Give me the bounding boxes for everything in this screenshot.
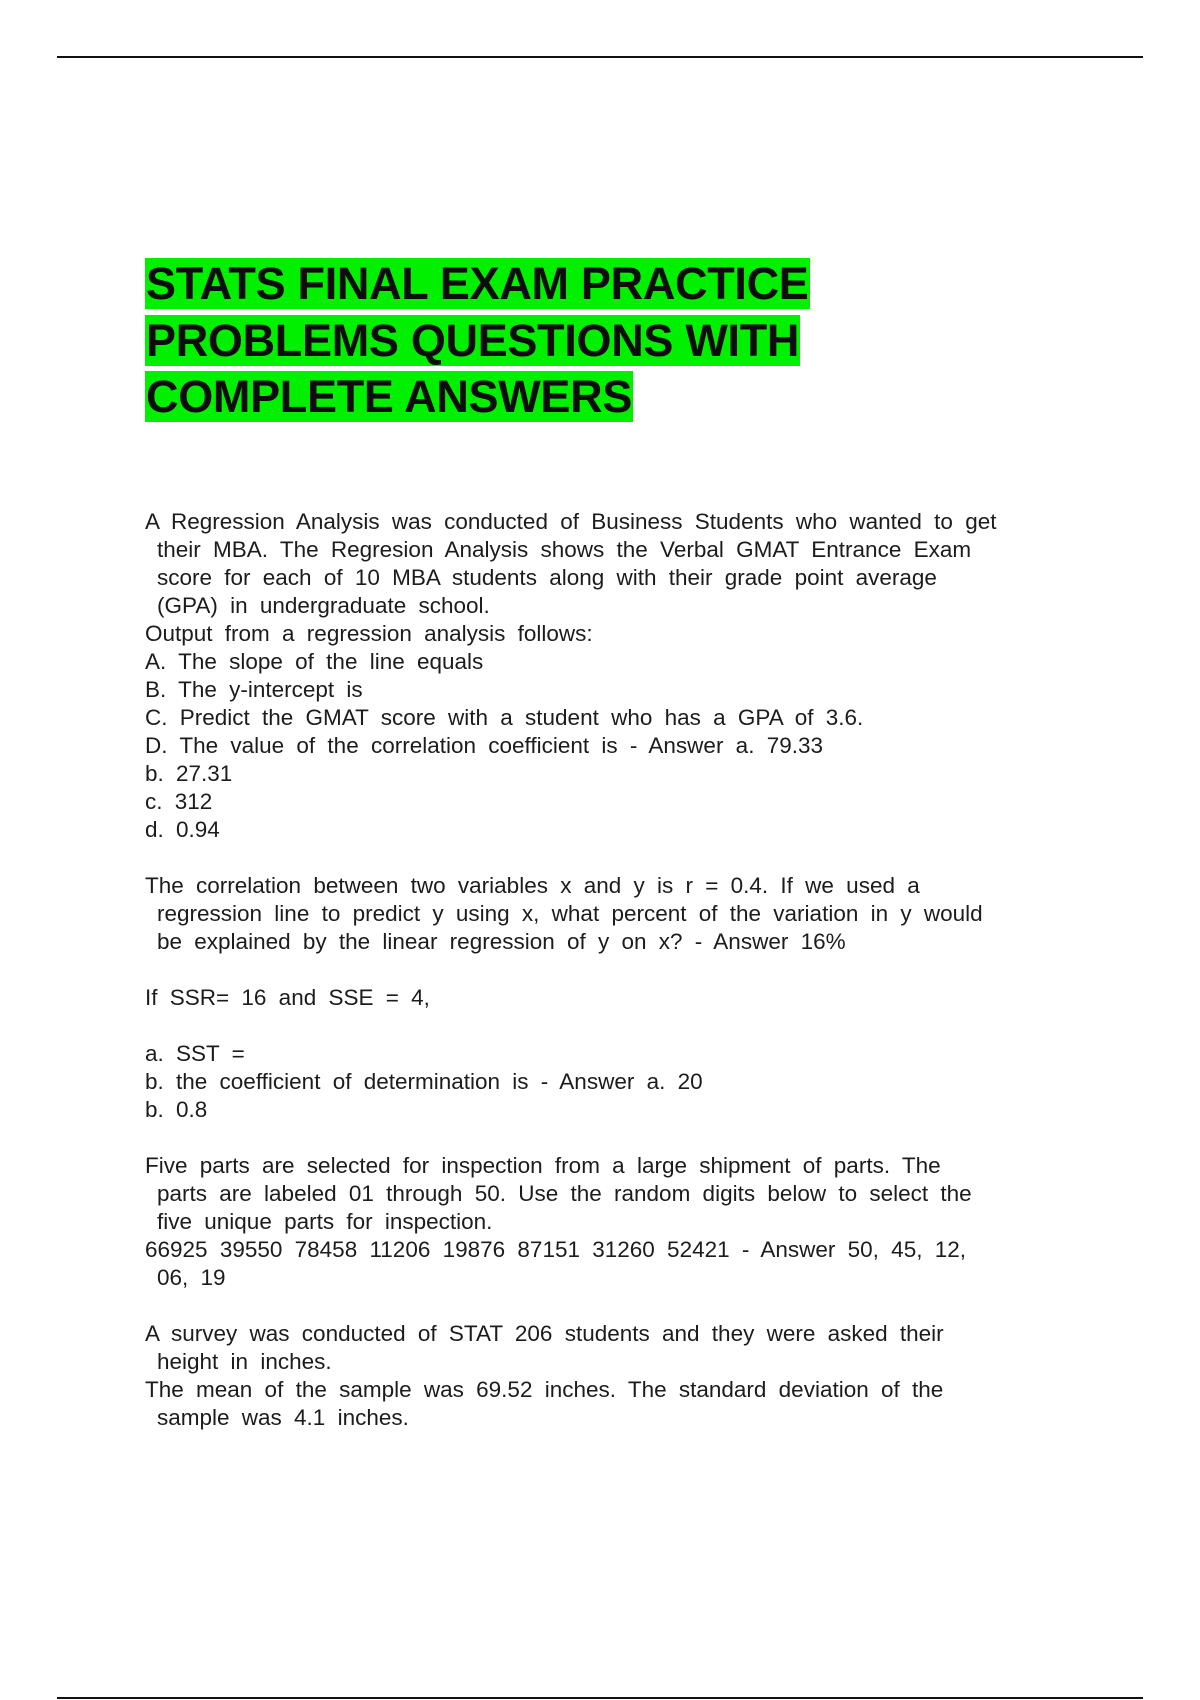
- text-line: 06, 19: [157, 1265, 226, 1290]
- question-survey: [145, 1320, 1090, 1432]
- text-line: d. 0.94: [145, 817, 220, 842]
- text-line: A Regression Analysis was conducted of Business Students who wanted to get: [145, 509, 997, 534]
- text-line: (GPA) in undergraduate school.: [157, 593, 490, 618]
- text-line: B. The y-intercept is: [145, 677, 363, 702]
- text-line: c. 312: [145, 789, 213, 814]
- paragraph-gap: [145, 1124, 1090, 1152]
- title-line-3: COMPLETE ANSWERS: [146, 371, 633, 422]
- text-line: The mean of the sample was 69.52 inches. The standard deviation of the: [145, 1377, 944, 1402]
- text-line: 66925 39550 78458 11206 19876 87151 31260 52421 - Answer 50, 45, 12,: [145, 1237, 966, 1262]
- text-line: A survey was conducted of STAT 206 students and they were asked their: [145, 1321, 944, 1346]
- question-random-digits: [145, 1152, 1090, 1292]
- question-correlation: [145, 872, 1090, 956]
- title-line-2: PROBLEMS QUESTIONS WITH: [146, 314, 800, 366]
- text-line: five unique parts for inspection.: [157, 1209, 493, 1234]
- top-rule: [57, 56, 1143, 58]
- text-line: b. 0.8: [145, 1097, 208, 1122]
- text-line: D. The value of the correlation coefficient is - Answer a. 79.33: [145, 733, 824, 758]
- text-line: sample was 4.1 inches.: [157, 1405, 409, 1430]
- question-regression: [145, 508, 1090, 844]
- text-line: be explained by the linear regression of y on x? - Answer 16%: [157, 929, 846, 954]
- bottom-rule: [57, 1697, 1143, 1699]
- text-line: The correlation between two variables x and y is r = 0.4. If we used a: [145, 873, 920, 898]
- title-line-1: STATS FINAL EXAM PRACTICE: [146, 258, 809, 309]
- text-line: If SSR= 16 and SSE = 4,: [145, 985, 430, 1010]
- text-line: A. The slope of the line equals: [145, 649, 484, 674]
- text-line: their MBA. The Regresion Analysis shows the Verbal GMAT Entrance Exam: [157, 537, 972, 562]
- text-line: Output from a regression analysis follows:: [145, 621, 593, 646]
- paragraph-gap: [145, 1292, 1090, 1320]
- text-line: score for each of 10 MBA students along with their grade point average: [157, 565, 937, 590]
- text-line: a. SST =: [145, 1041, 245, 1066]
- question-ssr-sse: [145, 984, 1090, 1124]
- text-line: C. Predict the GMAT score with a student who has a GPA of 3.6.: [145, 705, 864, 730]
- text-line: height in inches.: [157, 1349, 332, 1374]
- document-title: [145, 256, 945, 426]
- text-line: b. the coefficient of determination is - Answer a. 20: [145, 1069, 703, 1094]
- paragraph-gap: [145, 1012, 1090, 1040]
- paragraph-gap: [145, 844, 1090, 872]
- text-line: b. 27.31: [145, 761, 233, 786]
- text-line: parts are labeled 01 through 50. Use the random digits below to select the: [157, 1181, 972, 1206]
- text-line: regression line to predict y using x, what percent of the variation in y would: [157, 901, 983, 926]
- paragraph-gap: [145, 956, 1090, 984]
- document-body: [145, 508, 1090, 1432]
- text-line: Five parts are selected for inspection from a large shipment of parts. The: [145, 1153, 941, 1178]
